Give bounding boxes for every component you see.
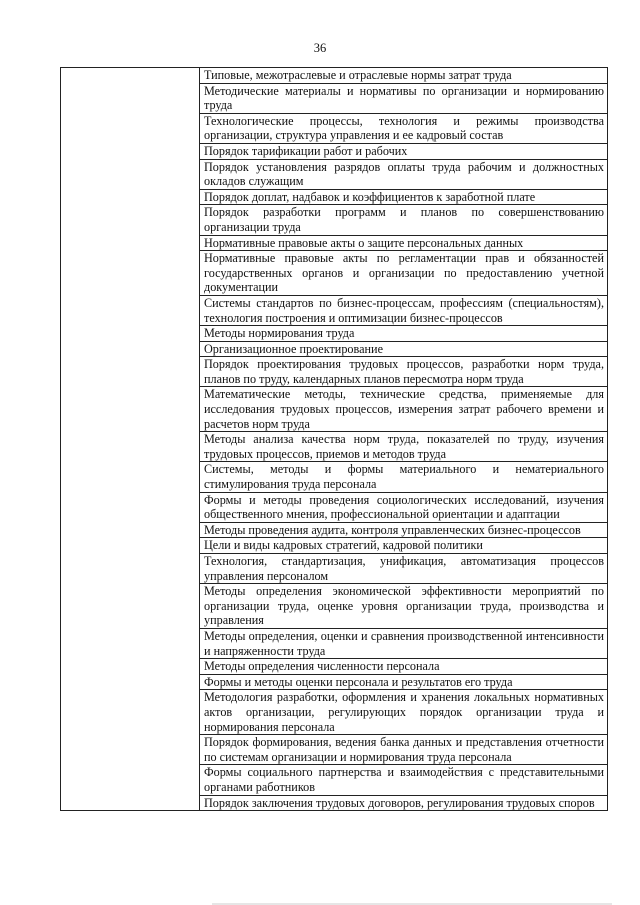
table-cell: Нормативные правовые акты о защите персональных данных bbox=[200, 235, 608, 251]
table-cell: Системы стандартов по бизнес-процессам, профессиям (специальностям), технология построения и оптимизации бизнес-процессов bbox=[200, 295, 608, 325]
table-cell: Методология разработки, оформления и хранения локальных нормативных актов организации, регулирующих порядок организации труда и нормирования персонала bbox=[200, 690, 608, 735]
table-cell: Нормативные правовые акты по регламентации прав и обязанностей государственных органов и организации по предоставлению учетной документации bbox=[200, 251, 608, 296]
table-cell: Методы нормирования труда bbox=[200, 326, 608, 342]
table-cell: Формы и методы проведения социологических исследований, изучения общественного мнения, профессиональной ориентации и адаптации bbox=[200, 492, 608, 522]
table-cell: Методы определения экономической эффективности мероприятий по организации труда, оценке уровня организации труда, производства и управления bbox=[200, 584, 608, 629]
table-cell: Методы определения, оценки и сравнения производственной интенсивности и напряженности труда bbox=[200, 628, 608, 658]
table-cell: Системы, методы и формы материального и нематериального стимулирования труда персонала bbox=[200, 462, 608, 492]
page-number: 36 bbox=[313, 41, 327, 55]
table-cell: Формы и методы оценки персонала и результатов его труда bbox=[200, 674, 608, 690]
table-cell: Методы определения численности персонала bbox=[200, 659, 608, 675]
table-cell: Порядок тарификации работ и рабочих bbox=[200, 143, 608, 159]
table-cell: Порядок разработки программ и планов по совершенствованию организации труда bbox=[200, 205, 608, 235]
table-cell: Методы анализа качества норм труда, показателей по труду, изучения трудовых процессов, приемов и методов труда bbox=[200, 432, 608, 462]
table-cell: Порядок проектирования трудовых процессов, разработки норм труда, планов по труду, календарных планов пересмотра норм труда bbox=[200, 357, 608, 387]
table-cell: Формы социального партнерства и взаимодействия с представительными органами работников bbox=[200, 765, 608, 795]
table-cell: Цели и виды кадровых стратегий, кадровой политики bbox=[200, 538, 608, 554]
table-cell: Порядок доплат, надбавок и коэффициентов к заработной плате bbox=[200, 189, 608, 205]
table-cell: Технологические процессы, технология и режимы производства организации, структура управления и ее кадровый состав bbox=[200, 113, 608, 143]
table-cell: Порядок формирования, ведения банка данных и представления отчетности по системам организации и нормирования труда персонала bbox=[200, 735, 608, 765]
table-row bbox=[61, 68, 608, 84]
left-column-cell bbox=[61, 68, 200, 811]
table-cell: Математические методы, технические средства, применяемые для исследования трудовых процессов, измерения затрат рабочего времени и расчетов норм труда bbox=[200, 387, 608, 432]
table-cell: Организационное проектирование bbox=[200, 341, 608, 357]
table-cell: Методические материалы и нормативы по организации и нормированию труда bbox=[200, 83, 608, 113]
table-cell: Технология, стандартизация, унификация, автоматизация процессов управления персоналом bbox=[200, 554, 608, 584]
table-cell: Порядок заключения трудовых договоров, регулирования трудовых споров bbox=[200, 795, 608, 811]
requirements-table-body bbox=[61, 68, 608, 811]
requirements-table bbox=[60, 67, 608, 811]
table-cell: Методы проведения аудита, контроля управленческих бизнес-процессов bbox=[200, 522, 608, 538]
table-cell: Порядок установления разрядов оплаты труда рабочим и должностных окладов служащим bbox=[200, 159, 608, 189]
table-cell: Типовые, межотраслевые и отраслевые нормы затрат труда bbox=[200, 68, 608, 84]
